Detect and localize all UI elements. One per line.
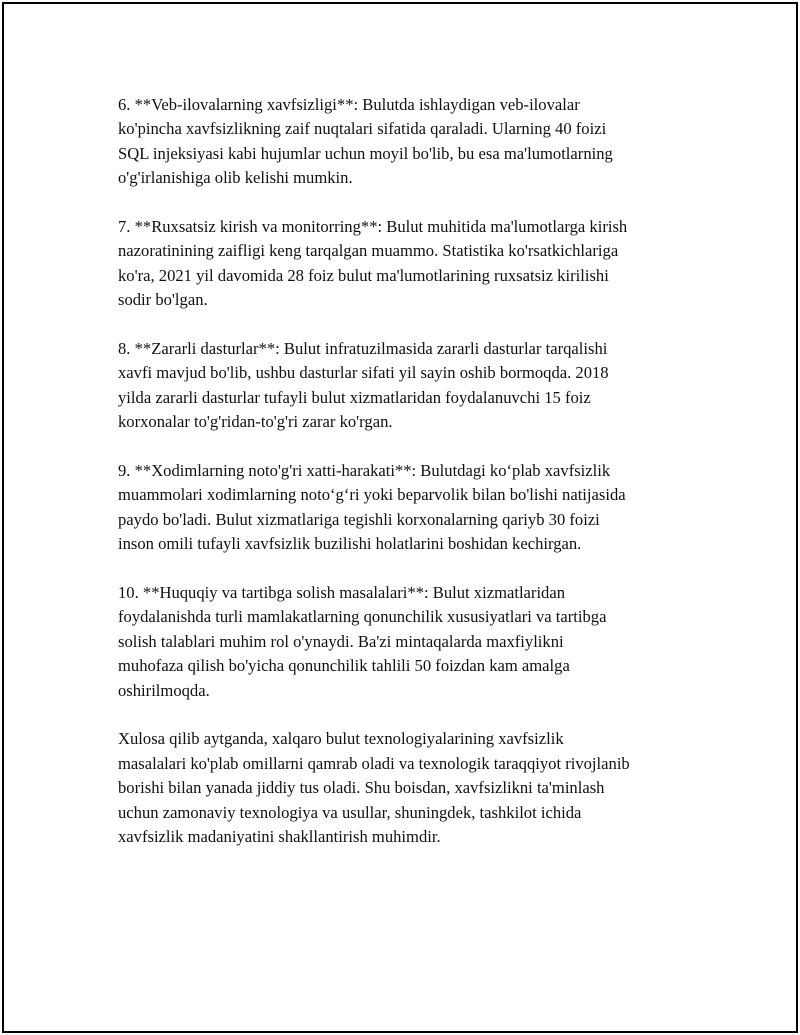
text-line: uchun zamonaviy texnologiya va usullar, shuningdek, tashkilot ichida xyxy=(118,802,582,822)
paragraph-malware xyxy=(118,337,690,435)
text-line: SQL injeksiyasi kabi hujumlar uchun moyil bo'lib, bu esa ma'lumotlarning xyxy=(118,143,613,163)
text-line: ko'ra, 2021 yil davomida 28 foiz bulut ma'lumotlarining ruxsatsiz kirilishi xyxy=(118,265,609,285)
text-line: o'g'irlanishiga olib kelishi mumkin. xyxy=(118,168,353,188)
text-line: korxonalar to'g'ridan-to'g'ri zarar ko'rgan. xyxy=(118,412,393,432)
text-line: ko'pincha xavfsizlikning zaif nuqtalari sifatida qaraladi. Ularning 40 foizi xyxy=(118,119,607,139)
text-line: 7. **Ruxsatsiz kirish va monitorring**: Bulut muhitida ma'lumotlarga kirish xyxy=(118,217,628,237)
text-line: oshirilmoqda. xyxy=(118,680,210,700)
text-line: yilda zararli dasturlar tufayli bulut xizmatlaridan foydalanuvchi 15 foiz xyxy=(118,387,591,407)
paragraph-legal-regulatory xyxy=(118,581,690,703)
text-line: 6. **Veb-ilovalarning xavfsizligi**: Bulutda ishlaydigan veb-ilovalar xyxy=(118,95,580,114)
text-line: foydalanishda turli mamlakatlarning qonunchilik xususiyatlari va tartibga xyxy=(118,607,607,627)
text-line: muammolari xodimlarning noto‘g‘ri yoki beparvolik bilan bo'lishi natijasida xyxy=(118,485,626,505)
text-line: paydo bo'ladi. Bulut xizmatlariga tegishli korxonalarning qariyb 30 foizi xyxy=(118,509,600,529)
text-line: muhofaza qilish bo'yicha qonunchilik tahlili 50 foizdan kam amalga xyxy=(118,656,570,676)
text-line: xavfsizlik madaniyatini shakllantirish muhimdir. xyxy=(118,827,441,847)
text-line: Xulosa qilib aytganda, xalqaro bulut texnologiyalarining xavfsizlik xyxy=(118,729,564,749)
text-line: nazoratinining zaifligi keng tarqalgan muammo. Statistika ko'rsatkichlariga xyxy=(118,241,619,261)
text-line: sodir bo'lgan. xyxy=(118,290,208,310)
text-line: 10. **Huquqiy va tartibga solish masalalari**: Bulut xizmatlaridan xyxy=(118,583,566,603)
text-line: borishi bilan yanada jiddiy tus oladi. Shu boisdan, xavfsizlikni ta'minlash xyxy=(118,778,605,798)
text-line: 9. **Xodimlarning noto'g'ri xatti-harakati**: Bulutdagi ko‘plab xavfsizlik xyxy=(118,461,611,481)
text-line: inson omili tufayli xavfsizlik buzilishi holatlarini boshidan kechirgan. xyxy=(118,534,582,554)
paragraph-employee-behavior xyxy=(118,459,690,557)
text-line: 8. **Zararli dasturlar**: Bulut infratuzilmasida zararli dasturlar tarqalishi xyxy=(118,339,608,359)
text-line: xavfi mavjud bo'lib, ushbu dasturlar sifati yil sayin oshib bormoqda. 2018 xyxy=(118,363,609,383)
paragraph-conclusion xyxy=(118,727,690,849)
paragraph-web-app-security xyxy=(118,93,690,191)
text-line: masalalari ko'plab omillarni qamrab oladi va texnologik taraqqiyot rivojlanib xyxy=(118,753,630,773)
paragraph-unauthorized-access xyxy=(118,215,690,313)
text-line: solish talablari muhim rol o'ynaydi. Ba'zi mintaqalarda maxfiylikni xyxy=(118,631,564,651)
document-body xyxy=(118,93,690,874)
